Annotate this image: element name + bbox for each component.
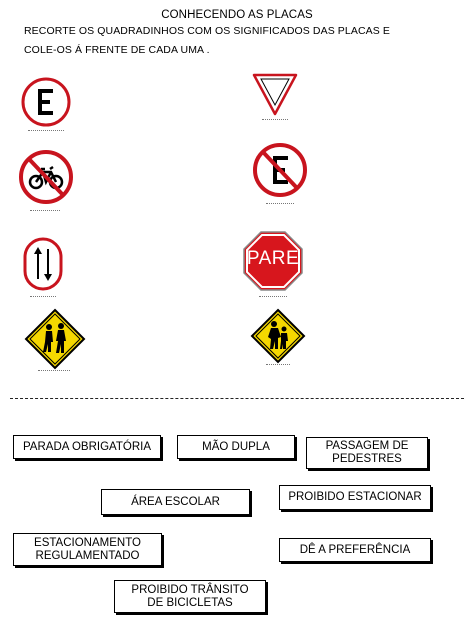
sign-caption-mark xyxy=(262,119,288,121)
cutout-mao-dupla[interactable]: MÃO DUPLA xyxy=(177,435,295,459)
sign-caption-mark xyxy=(259,296,287,298)
page-title: CONHECENDO AS PLACAS xyxy=(161,9,313,21)
stop-sign-label: PARE xyxy=(246,248,300,269)
no-parking-sign xyxy=(250,140,310,200)
cutout-proibido-transito-de-bicicletas[interactable]: PROIBIDO TRÂNSITO DE BICICLETAS xyxy=(114,580,266,613)
parking-allowed-sign xyxy=(18,76,74,128)
sign-caption-mark xyxy=(266,203,294,205)
pedestrian-crossing-sign xyxy=(24,308,86,370)
cutout-parada-obrigatoria[interactable]: PARADA OBRIGATÓRIA xyxy=(13,435,161,459)
instruction-line-1: RECORTE OS QUADRADINHOS COM OS SIGNIFICADOS DAS PLACAS E xyxy=(24,25,390,37)
sign-caption-mark xyxy=(28,130,64,132)
sign-caption-mark xyxy=(30,210,60,212)
stop-sign xyxy=(242,230,304,292)
cutout-passagem-de-pedestres[interactable]: PASSAGEM DE PEDESTRES xyxy=(306,437,428,469)
cutout-de-a-preferencia[interactable]: DÊ A PREFERÊNCIA xyxy=(279,538,431,562)
cutout-estacionamento-regulamentado[interactable]: ESTACIONAMENTO REGULAMENTADO xyxy=(13,533,162,566)
sign-caption-mark xyxy=(30,296,56,298)
yield-sign xyxy=(250,72,300,118)
cut-line xyxy=(10,398,464,399)
sign-caption-mark xyxy=(266,364,290,366)
cutout-area-escolar[interactable]: ÁREA ESCOLAR xyxy=(101,489,250,515)
no-bicycles-sign xyxy=(16,147,76,207)
sign-caption-mark xyxy=(38,370,70,372)
two-way-traffic-sign xyxy=(22,236,64,292)
cutout-proibido-estacionar[interactable]: PROIBIDO ESTACIONAR xyxy=(279,485,431,510)
instruction-line-2: COLE-OS Á FRENTE DE CADA UMA . xyxy=(24,44,210,56)
school-zone-sign xyxy=(250,308,306,364)
